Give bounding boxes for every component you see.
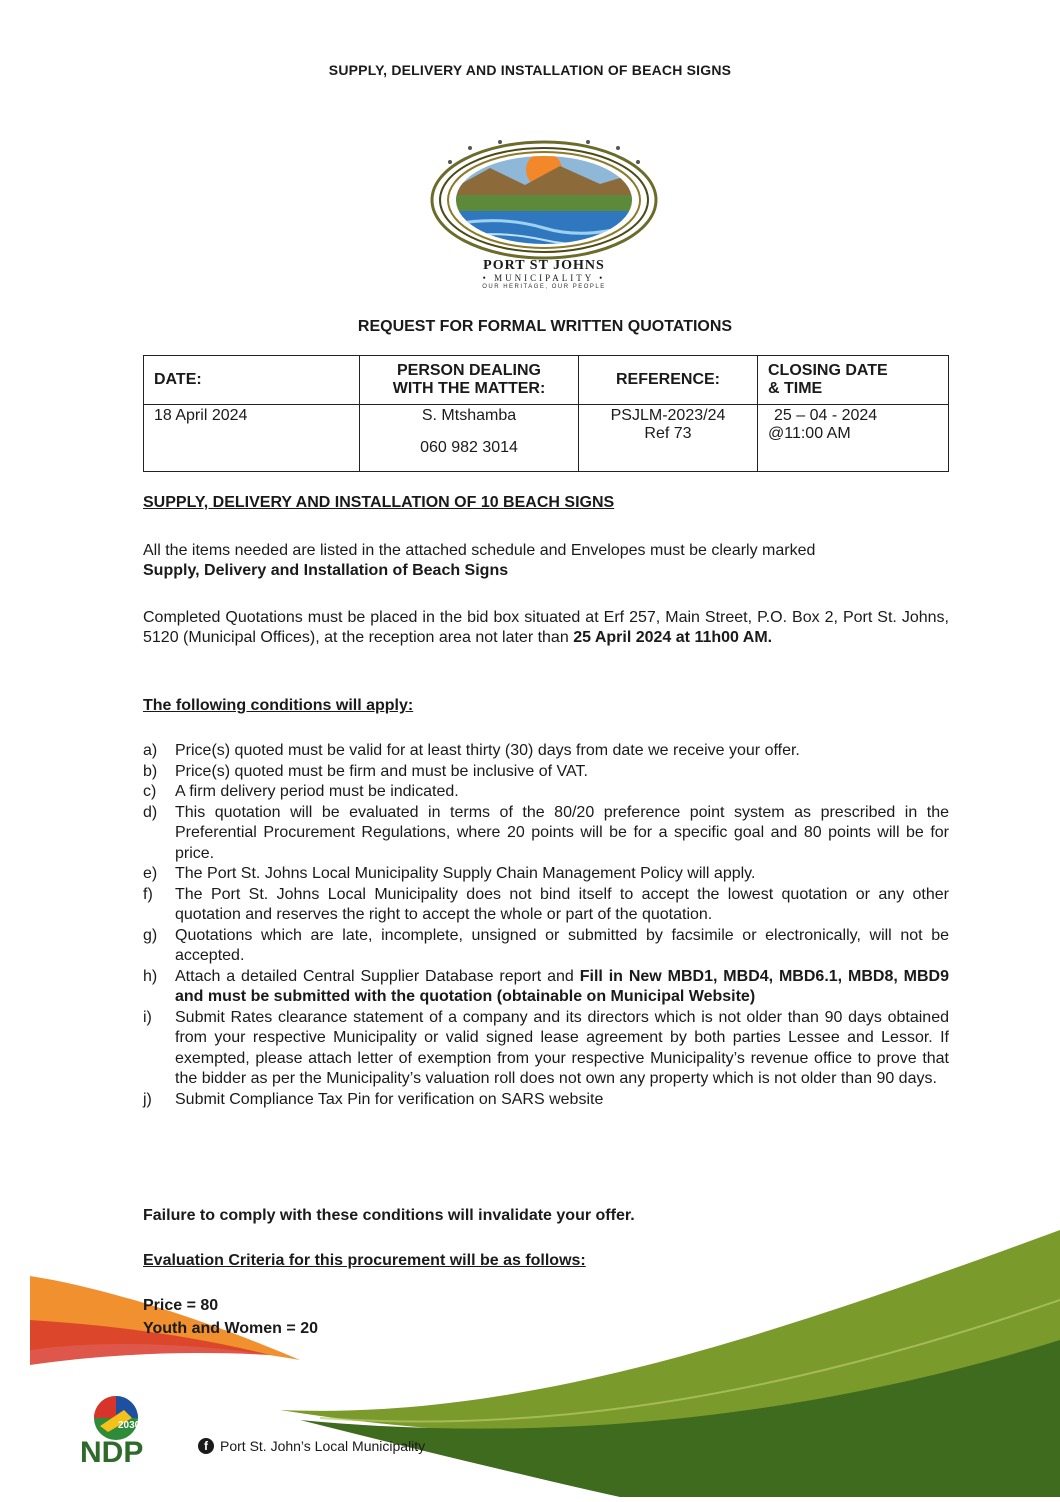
person-name: S. Mtshamba <box>421 407 517 424</box>
list-item: e) The Port St. Johns Local Municipality Supply Chain Management Policy will apply. <box>143 865 756 882</box>
reference-value: PSJLM-2023/24 Ref 73 <box>579 405 758 472</box>
failure-statement: Failure to comply with these conditions will invalidate your offer. <box>143 1207 635 1224</box>
document-header-title: SUPPLY, DELIVERY AND INSTALLATION OF BEACH SIGNS <box>328 62 732 78</box>
svg-text:2030: 2030 <box>118 1420 141 1431</box>
criteria-youth-women: Youth and Women = 20 <box>143 1320 318 1337</box>
list-item: a) Price(s) quoted must be valid for at least thirty (30) days from date we receive your offer. <box>143 742 800 759</box>
criteria-price: Price = 80 <box>143 1297 219 1314</box>
facebook-icon: f <box>198 1438 214 1454</box>
table-header-row <box>144 356 949 405</box>
paragraph-submission: Completed Quotations must be placed in the bid box situated at Erf 257, Main Street, P.O. Box 2, Port St. Johns, 5120 (Municipal Offices), at the reception area not later than 25 April 2024 at 11h00 AM. <box>143 609 949 646</box>
rfq-title: REQUEST FOR FORMAL WRITTEN QUOTATIONS <box>357 318 733 335</box>
list-item: d) This quotation will be evaluated in terms of the 80/20 preference point system as prescribed in the Preferential Procurement Regulations, where 20 points will be for a specific goal and 80 points will be for price. <box>143 803 949 862</box>
list-item: f) The Port St. Johns Local Municipality does not bind itself to accept the lowest quotation or any other quotation and reserves the right to accept the whole or part of the quotation. <box>143 885 949 923</box>
list-item: j) Submit Compliance Tax Pin for verification on SARS website <box>143 1090 604 1108</box>
facebook-page-name: Port St. John’s Local Municipality <box>220 1438 426 1454</box>
list-item: b) Price(s) quoted must be firm and must be inclusive of VAT. <box>143 762 588 780</box>
logo-subname-text: • MUNICIPALITY • <box>482 273 606 283</box>
conditions-list <box>143 741 949 1110</box>
svg-text:NDP: NDP <box>80 1436 144 1468</box>
table-row <box>144 405 949 472</box>
facebook-link[interactable] <box>198 1438 425 1454</box>
conditions-heading: The following conditions will apply: <box>143 697 414 714</box>
date-value: 18 April 2024 <box>144 405 360 472</box>
date-header: DATE: <box>144 356 360 405</box>
person-value <box>360 405 579 472</box>
list-item: g) Quotations which are late, incomplete, unsigned or submitted by facsimile or electronically, will not be accepted. <box>143 926 949 964</box>
paragraph-envelope-marking: All the items needed are listed in the attached schedule and Envelopes must be clearly marked Supply, Delivery and Installation of Beach Signs <box>143 542 816 579</box>
closing-header: CLOSING DATE & TIME <box>758 356 949 405</box>
reference-header: REFERENCE: <box>579 356 758 405</box>
evaluation-heading: Evaluation Criteria for this procurement will be as follows: <box>143 1252 586 1269</box>
person-phone: 060 982 3014 <box>420 439 518 456</box>
ndp-2030-logo <box>78 1388 164 1468</box>
list-item: i) Submit Rates clearance statement of a company and its directors which is not older than 90 days obtained from your respective Municipality or valid signed lease agreement by both parties Lessee and Lessor. If exempted, please attach letter of exemption from your respective Municipality’s revenue office to prove that the bidder as per the Municipality’s valuation roll does not own any property which is not older than 90 days. <box>143 1008 949 1087</box>
main-heading: SUPPLY, DELIVERY AND INSTALLATION OF 10 BEACH SIGNS <box>143 494 615 511</box>
logo-name-text: PORT ST JOHNS <box>483 258 605 273</box>
person-header: PERSON DEALING WITH THE MATTER: <box>360 356 579 405</box>
list-item: h) Attach a detailed Central Supplier Database report and Fill in New MBD1, MBD4, MBD6.1, MBD8, MBD9 and must be submitted with the quotation (obtainable on Municipal Website) <box>143 967 950 1005</box>
logo-tagline-text: OUR HERITAGE, OUR PEOPLE <box>482 284 606 290</box>
closing-value: 25 – 04 - 2024 @11:00 AM <box>758 405 949 472</box>
list-item: c) A firm delivery period must be indicated. <box>143 783 459 800</box>
quotation-info-table <box>143 355 949 472</box>
